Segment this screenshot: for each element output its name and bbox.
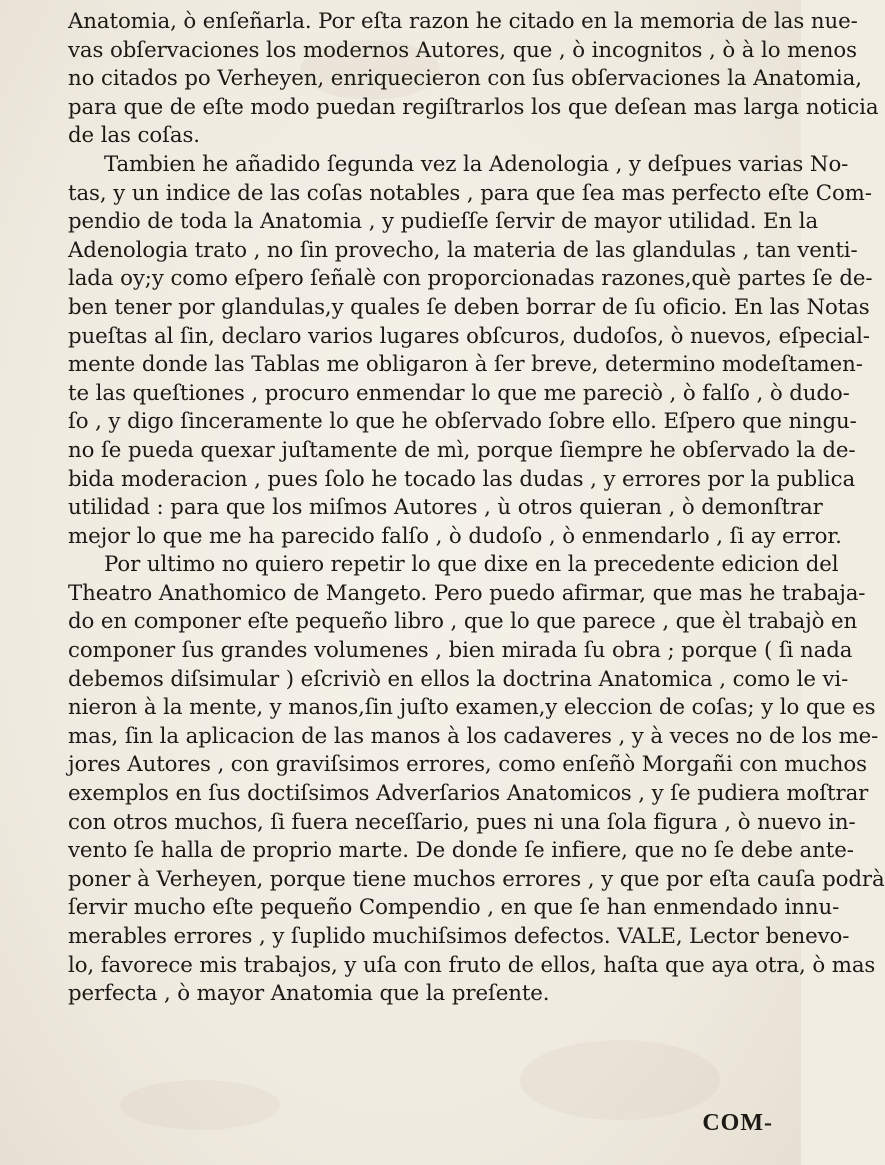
paragraph-3 xyxy=(68,551,885,1009)
text-line: ſo , y digo ſinceramente lo que he obſervado ſobre ello. Eſpero que ningu- xyxy=(68,409,857,435)
text-line: jores Autores , con graviſsimos errores, como enſeñò Morgañi con muchos xyxy=(68,752,867,778)
text-line: mente donde las Tablas me obligaron à ſer breve, determino modeſtamen- xyxy=(68,352,863,378)
text-line: no citados po Verheyen, enriquecieron con ſus obſervaciones la Anatomia, xyxy=(68,66,862,92)
text-line: Por ultimo no quiero repetir lo que dixe en la precedente edicion del xyxy=(104,552,839,578)
text-line: mas, ſin la aplicacion de las manos à los cadaveres , y à veces no de los me- xyxy=(68,723,879,749)
text-line: de las coſas. xyxy=(68,123,200,149)
text-line: nieron à la mente, y manos,ſin juſto examen,y eleccion de coſas; y lo que es xyxy=(68,695,876,721)
text-line: pendio de toda la Anatomia , y pudieſſe ſervir de mayor utilidad. En la xyxy=(68,209,819,235)
text-line: utilidad : para que los miſmos Autores , ù otros quieran , ò demonſtrar xyxy=(68,495,823,521)
text-line: perfecta , ò mayor Anatomia que la preſente. xyxy=(68,981,550,1007)
text-line: vento ſe halla de proprio marte. De donde ſe infiere, que no ſe debe ante- xyxy=(68,838,854,864)
text-line: Anatomia, ò enſeñarla. Por eſta razon he citado en la memoria de las nue- xyxy=(68,9,858,34)
body-text xyxy=(68,8,885,1009)
text-line: exemplos en ſus doctiſsimos Adverſarios Anatomicos , y ſe pudiera moſtrar xyxy=(68,781,869,807)
text-line: Theatro Anathomico de Mangeto. Pero puedo afirmar, que mas he trabaja- xyxy=(68,580,866,606)
text-line: merables errores , y ſuplido muchiſsimos defectos. VALE, Lector benevo- xyxy=(68,924,850,949)
catchword: COM- xyxy=(702,1110,773,1136)
text-line: bida moderacion , pues ſolo he tocado las dudas , y errores por la publica xyxy=(68,466,856,492)
text-line: no ſe pueda quexar juſtamente de mì, porque ſiempre he obſervado la de- xyxy=(68,437,856,463)
paragraph-2 xyxy=(68,151,873,551)
text-line: debemos diſsimular ) eſcriviò en ellos la doctrina Anatomica , como le vi- xyxy=(68,666,849,692)
text-line: te las queſtiones , procuro enmendar lo que me pareciò , ò falſo , ò dudo- xyxy=(68,380,850,406)
text-line: do en componer eſte pequeño libro , que lo que parece , que èl trabajò en xyxy=(68,609,858,635)
text-line: componer ſus grandes volumenes , bien mirada ſu obra ; porque ( ſi nada xyxy=(68,638,853,664)
text-line: para que de eſte modo puedan regiſtrarlos los que deſean mas larga noticia xyxy=(68,94,879,120)
text-line: tas, y un indice de las coſas notables , para que ſea mas perfecto eſte Com- xyxy=(68,180,872,206)
text-line: lo, favorece mis trabajos, y uſa con fruto de ellos, haſta que aya otra, ò mas xyxy=(68,952,876,978)
text-line: Adenologia trato , no ſin provecho, la materia de las glandulas , tan venti- xyxy=(68,237,858,263)
text-line: Tambien he añadido ſegunda vez la Adenologia , y deſpues varias No- xyxy=(104,151,849,177)
text-line: lada oy;y como eſpero ſeñalè con proporcionadas razones,què partes ſe de- xyxy=(68,266,873,292)
text-line: vas obſervaciones los modernos Autores, que , ò incognitos , ò à lo menos xyxy=(68,37,857,63)
text-line: poner à Verheyen, porque tiene muchos errores , y que por eſta cauſa podrà xyxy=(68,866,885,892)
text-line: ſervir mucho eſte pequeño Compendio , en que ſe han enmendado innu- xyxy=(68,895,840,921)
text-line: mejor lo que me ha parecido falſo , ò dudoſo , ò enmendarlo , ſi ay error. xyxy=(68,523,842,549)
text-line: con otros muchos, ſi fuera neceſſario, pues ni una ſola figura , ò nuevo in- xyxy=(68,809,856,835)
paragraph-1 xyxy=(68,8,879,151)
text-line: pueſtas al ſin, declaro varios lugares obſcuros, dudoſos, ò nuevos, eſpecial- xyxy=(68,323,870,349)
text-line: ben tener por glandulas,y quales ſe deben borrar de ſu oficio. En las Notas xyxy=(68,294,870,320)
